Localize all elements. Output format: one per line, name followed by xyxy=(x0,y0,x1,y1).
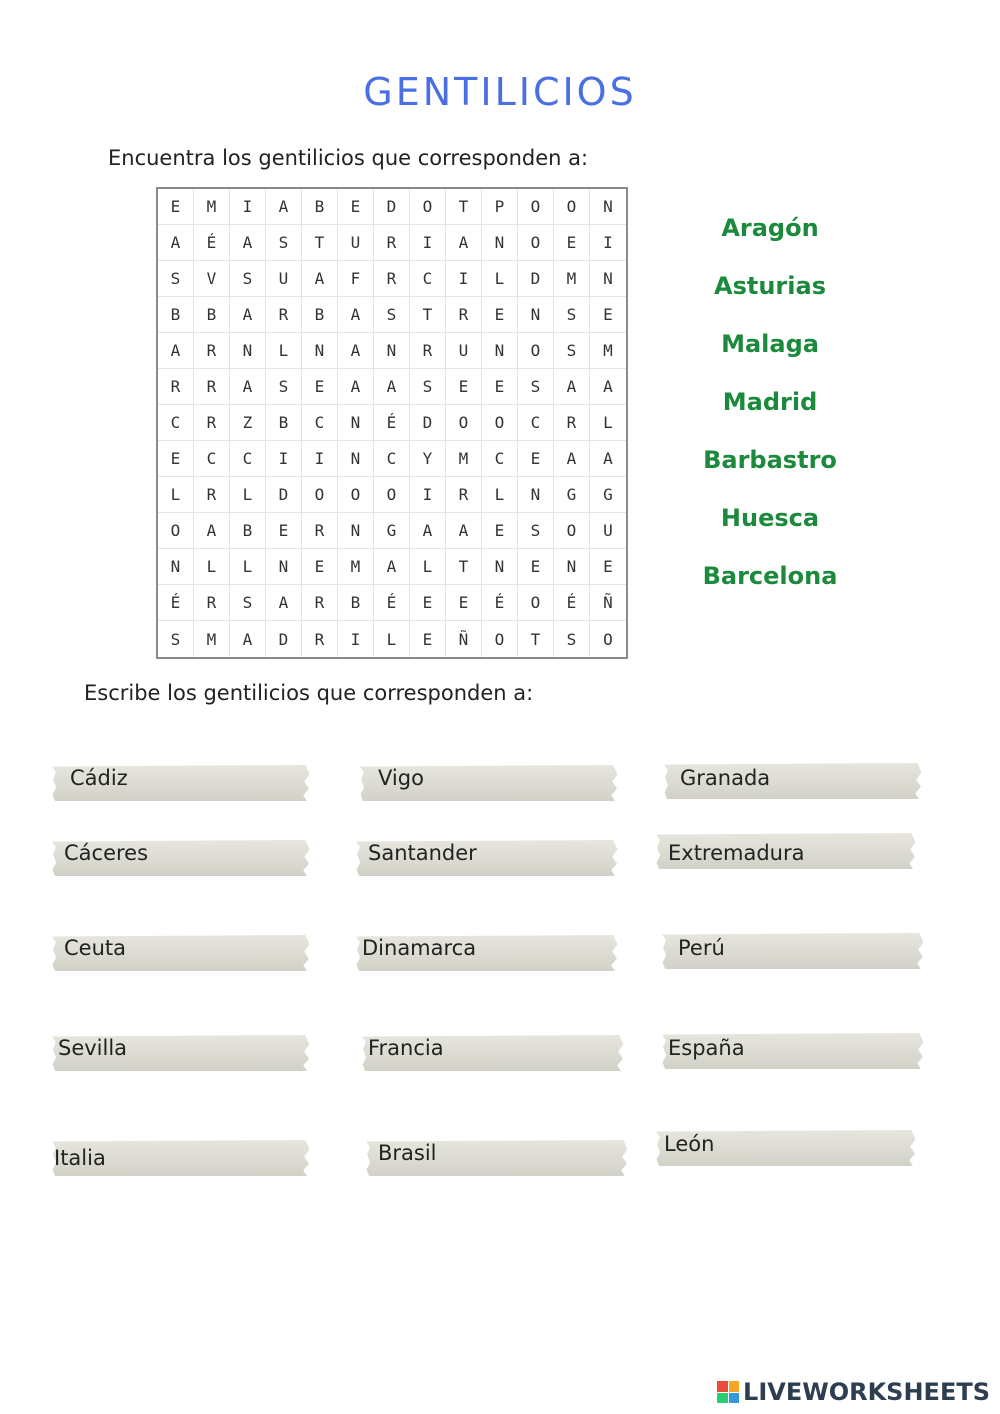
grid-cell[interactable]: A xyxy=(230,621,266,657)
grid-cell[interactable]: A xyxy=(374,369,410,405)
grid-cell[interactable]: T xyxy=(518,621,554,657)
grid-cell[interactable]: S xyxy=(518,369,554,405)
tape-label: Extremadura xyxy=(668,841,805,865)
tape-label: Cáceres xyxy=(64,841,149,865)
grid-cell[interactable]: É xyxy=(374,585,410,621)
grid-cell[interactable]: A xyxy=(158,225,194,261)
grid-cell[interactable]: S xyxy=(266,369,302,405)
search-word: Malaga xyxy=(721,330,819,358)
grid-cell[interactable]: R xyxy=(266,297,302,333)
grid-cell[interactable]: É xyxy=(194,225,230,261)
grid-cell[interactable]: S xyxy=(266,225,302,261)
grid-cell[interactable]: O xyxy=(482,621,518,657)
grid-cell[interactable]: Y xyxy=(410,441,446,477)
grid-cell[interactable]: N xyxy=(518,297,554,333)
grid-cell[interactable]: R xyxy=(194,585,230,621)
grid-cell[interactable]: B xyxy=(266,405,302,441)
grid-cell[interactable]: O xyxy=(482,405,518,441)
grid-cell[interactable]: G xyxy=(554,477,590,513)
grid-cell[interactable]: N xyxy=(482,549,518,585)
search-word: Barcelona xyxy=(702,562,838,590)
grid-cell[interactable]: G xyxy=(590,477,626,513)
tape-label: Perú xyxy=(678,936,725,960)
grid-cell[interactable]: A xyxy=(338,333,374,369)
search-word: Huesca xyxy=(720,504,820,532)
grid-cell[interactable]: A xyxy=(302,261,338,297)
grid-cell[interactable]: A xyxy=(230,297,266,333)
grid-cell[interactable]: U xyxy=(338,225,374,261)
grid-cell[interactable]: C xyxy=(374,441,410,477)
grid-cell[interactable]: L xyxy=(590,405,626,441)
grid-cell[interactable]: O xyxy=(518,225,554,261)
grid-cell[interactable]: A xyxy=(410,513,446,549)
grid-cell[interactable]: O xyxy=(410,189,446,225)
logo-square xyxy=(729,1393,740,1404)
tape-label: Ceuta xyxy=(64,936,126,960)
word-list xyxy=(670,205,870,611)
grid-cell[interactable]: A xyxy=(194,513,230,549)
grid-cell[interactable]: N xyxy=(374,333,410,369)
search-word: Asturias xyxy=(714,272,826,300)
grid-cell[interactable]: O xyxy=(518,585,554,621)
grid-cell[interactable]: S xyxy=(374,297,410,333)
logo-square xyxy=(717,1393,728,1404)
grid-cell[interactable]: L xyxy=(158,477,194,513)
logo-square xyxy=(729,1381,740,1392)
grid-cell[interactable]: A xyxy=(338,369,374,405)
grid-cell[interactable]: S xyxy=(158,621,194,657)
grid-cell[interactable]: A xyxy=(554,369,590,405)
grid-cell[interactable]: E xyxy=(302,549,338,585)
grid-cell[interactable]: N xyxy=(482,333,518,369)
grid-cell[interactable]: N xyxy=(302,333,338,369)
grid-cell[interactable]: R xyxy=(374,225,410,261)
grid-cell[interactable]: Ñ xyxy=(446,621,482,657)
grid-cell[interactable]: L xyxy=(194,549,230,585)
grid-cell[interactable]: B xyxy=(302,189,338,225)
grid-cell[interactable]: N xyxy=(338,441,374,477)
page-title: GENTILICIOS xyxy=(363,70,637,114)
grid-cell[interactable]: S xyxy=(410,369,446,405)
grid-cell[interactable]: C xyxy=(158,405,194,441)
grid-cell[interactable]: O xyxy=(158,513,194,549)
grid-cell[interactable]: I xyxy=(266,441,302,477)
grid-cell[interactable]: A xyxy=(266,585,302,621)
grid-cell[interactable]: N xyxy=(266,549,302,585)
grid-cell[interactable]: O xyxy=(554,189,590,225)
tape-label: España xyxy=(668,1036,745,1060)
grid-cell[interactable]: A xyxy=(446,225,482,261)
grid-cell[interactable]: A xyxy=(266,189,302,225)
grid-cell[interactable]: O xyxy=(446,405,482,441)
grid-cell[interactable]: E xyxy=(482,297,518,333)
grid-cell[interactable]: R xyxy=(302,621,338,657)
grid-cell[interactable]: S xyxy=(158,261,194,297)
grid-cell[interactable]: M xyxy=(446,441,482,477)
grid-cell[interactable]: L xyxy=(410,549,446,585)
grid-cell[interactable]: E xyxy=(446,585,482,621)
grid-cell[interactable]: É xyxy=(482,585,518,621)
grid-cell[interactable]: M xyxy=(590,333,626,369)
grid-cell[interactable]: O xyxy=(603,629,613,649)
grid-cell[interactable]: A xyxy=(338,297,374,333)
grid-cell[interactable]: N xyxy=(158,549,194,585)
tape-label: León xyxy=(664,1132,715,1156)
grid-cell[interactable]: I xyxy=(410,225,446,261)
grid-cell[interactable]: E xyxy=(518,549,554,585)
grid-cell[interactable]: E xyxy=(410,621,446,657)
grid-cell[interactable]: O xyxy=(554,513,590,549)
grid-cell[interactable]: B xyxy=(338,585,374,621)
grid-cell[interactable]: A xyxy=(374,549,410,585)
grid-cell[interactable]: S xyxy=(518,513,554,549)
grid-cell[interactable]: C xyxy=(194,441,230,477)
grid-cell[interactable]: C xyxy=(410,261,446,297)
grid-cell[interactable]: D xyxy=(518,261,554,297)
grid-cell[interactable]: R xyxy=(302,585,338,621)
grid-cell[interactable]: N xyxy=(590,189,626,225)
grid-cell[interactable]: O xyxy=(338,477,374,513)
grid-cell[interactable]: R xyxy=(410,333,446,369)
grid-cell[interactable]: B xyxy=(158,297,194,333)
grid-cell[interactable]: L xyxy=(266,333,302,369)
grid-cell[interactable]: U xyxy=(266,261,302,297)
grid-cell[interactable]: C xyxy=(482,441,518,477)
grid-cell[interactable]: Z xyxy=(230,405,266,441)
grid-cell[interactable]: D xyxy=(410,405,446,441)
tape-label: Brasil xyxy=(378,1141,437,1165)
grid-cell[interactable]: R xyxy=(446,297,482,333)
grid-cell[interactable]: É xyxy=(374,405,410,441)
grid-cell[interactable]: N xyxy=(338,513,374,549)
grid-cell[interactable]: R xyxy=(158,369,194,405)
tape-label: Cádiz xyxy=(70,766,128,790)
search-word: Aragón xyxy=(721,214,819,242)
grid-cell[interactable]: S xyxy=(230,261,266,297)
grid-cell[interactable]: M xyxy=(338,549,374,585)
grid-cell[interactable]: C xyxy=(230,441,266,477)
grid-cell[interactable]: N xyxy=(554,549,590,585)
grid-cell[interactable]: A xyxy=(554,441,590,477)
grid-cell[interactable]: B xyxy=(230,513,266,549)
grid-cell[interactable]: N xyxy=(518,477,554,513)
grid-cell[interactable]: R xyxy=(302,513,338,549)
grid-cell[interactable]: V xyxy=(194,261,230,297)
grid-cell[interactable]: T xyxy=(446,189,482,225)
grid-cell[interactable]: E xyxy=(410,585,446,621)
grid-cell[interactable]: R xyxy=(194,477,230,513)
grid-cell[interactable]: E xyxy=(266,513,302,549)
grid-cell[interactable]: O xyxy=(518,333,554,369)
grid-cell[interactable]: E xyxy=(482,369,518,405)
grid-cell[interactable]: C xyxy=(518,405,554,441)
instruction-write: Escribe los gentilicios que corresponden a: xyxy=(84,681,534,705)
grid-cell[interactable]: D xyxy=(266,477,302,513)
grid-cell[interactable]: S xyxy=(554,333,590,369)
grid-cell[interactable]: A xyxy=(230,225,266,261)
grid-cell[interactable]: E xyxy=(554,225,590,261)
grid-cell[interactable]: R xyxy=(194,333,230,369)
grid-cell[interactable]: E xyxy=(590,549,626,585)
grid-cell[interactable]: E xyxy=(518,441,554,477)
grid-cell[interactable]: A xyxy=(590,441,626,477)
grid-cell[interactable]: R xyxy=(194,369,230,405)
grid-cell[interactable]: I xyxy=(230,189,266,225)
grid-cell[interactable]: E xyxy=(158,189,194,225)
grid-cell[interactable]: R xyxy=(374,261,410,297)
grid-cell[interactable]: N xyxy=(482,225,518,261)
grid-cell[interactable]: A xyxy=(446,513,482,549)
grid-cell[interactable]: R xyxy=(554,405,590,441)
grid-cell[interactable]: E xyxy=(158,441,194,477)
logo-mark-icon xyxy=(717,1381,739,1403)
word-search-grid xyxy=(156,187,628,659)
grid-cell[interactable]: R xyxy=(194,405,230,441)
grid-cell[interactable]: U xyxy=(590,513,626,549)
grid-cell[interactable]: T xyxy=(410,297,446,333)
grid-cell[interactable]: I xyxy=(338,621,374,657)
grid-cell[interactable]: M xyxy=(194,621,230,657)
grid-cell[interactable]: I xyxy=(590,225,626,261)
grid-cell[interactable]: E xyxy=(338,189,374,225)
grid-cell[interactable]: B xyxy=(302,297,338,333)
grid-cell[interactable]: D xyxy=(266,621,302,657)
grid-cell[interactable]: S xyxy=(554,621,590,657)
tape-label: Italia xyxy=(54,1146,106,1170)
grid-cell[interactable]: C xyxy=(302,405,338,441)
grid-cell[interactable]: E xyxy=(590,297,626,333)
grid-cell[interactable]: O xyxy=(518,189,554,225)
tape-label: Vigo xyxy=(378,766,424,790)
grid-cell[interactable]: A xyxy=(590,369,626,405)
grid-cell[interactable]: T xyxy=(446,549,482,585)
grid-cell[interactable]: E xyxy=(302,369,338,405)
grid-cell[interactable]: L xyxy=(230,477,266,513)
search-word: Barbastro xyxy=(703,446,837,474)
grid-cell[interactable]: M xyxy=(554,261,590,297)
grid-cell[interactable]: P xyxy=(482,189,518,225)
grid-cell[interactable]: E xyxy=(482,513,518,549)
grid-cell[interactable]: O xyxy=(302,477,338,513)
tape-label: Santander xyxy=(368,841,477,865)
grid-cell[interactable]: N xyxy=(590,261,626,297)
grid-cell[interactable]: L xyxy=(230,549,266,585)
grid-cell[interactable]: O xyxy=(374,477,410,513)
grid-cell[interactable]: D xyxy=(374,189,410,225)
grid-cell[interactable]: A xyxy=(158,333,194,369)
search-word: Madrid xyxy=(722,388,818,416)
grid-cell[interactable]: I xyxy=(446,261,482,297)
liveworksheets-logo xyxy=(717,1378,990,1406)
instruction-find: Encuentra los gentilicios que corresponden a: xyxy=(108,146,589,170)
grid-cell[interactable]: M xyxy=(194,189,230,225)
grid-cell[interactable]: B xyxy=(194,297,230,333)
grid-cell[interactable]: E xyxy=(446,369,482,405)
grid-cell[interactable]: R xyxy=(446,477,482,513)
grid-cell[interactable]: Ñ xyxy=(590,585,626,621)
grid-cell[interactable]: F xyxy=(338,261,374,297)
grid-cell[interactable]: A xyxy=(230,369,266,405)
grid-cell[interactable]: S xyxy=(230,585,266,621)
tape-label: Francia xyxy=(368,1036,444,1060)
grid-cell[interactable]: U xyxy=(446,333,482,369)
tape-label: Dinamarca xyxy=(362,936,477,960)
logo-text: LIVEWORKSHEETS xyxy=(743,1378,990,1406)
grid-cell[interactable]: I xyxy=(410,477,446,513)
grid-cell[interactable]: S xyxy=(554,297,590,333)
tape-label: Granada xyxy=(680,766,771,790)
grid-cell[interactable]: I xyxy=(302,441,338,477)
grid-cell[interactable]: N xyxy=(230,333,266,369)
logo-square xyxy=(717,1381,728,1392)
tape-label: Sevilla xyxy=(58,1036,128,1060)
grid-cell[interactable]: L xyxy=(482,261,518,297)
grid-cell[interactable]: É xyxy=(554,585,590,621)
grid-cell[interactable]: É xyxy=(158,585,194,621)
grid-cell[interactable]: T xyxy=(302,225,338,261)
grid-cell[interactable]: G xyxy=(374,513,410,549)
grid-cell[interactable]: L xyxy=(482,477,518,513)
grid-cell[interactable]: N xyxy=(338,405,374,441)
grid-cell[interactable]: L xyxy=(374,621,410,657)
